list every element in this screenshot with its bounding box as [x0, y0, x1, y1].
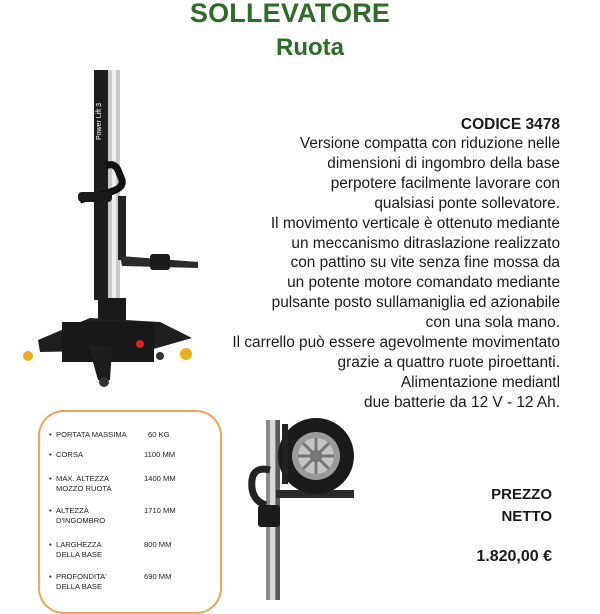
price-label: [491, 484, 552, 528]
bullet-icon: •: [49, 506, 52, 515]
spec-value: 800 MM: [144, 540, 172, 549]
description-line: Alimentazione mediantl: [400, 373, 560, 391]
price-value: 1.820,00 €: [476, 548, 552, 565]
machine-label: Power Lift 3: [96, 103, 103, 140]
description-line: un meccanismo ditraslazione realizzato: [291, 234, 560, 252]
description-line: un potente motore comandato mediante: [287, 274, 560, 292]
description-line: Versione compatta con riduzione nelle: [299, 135, 560, 152]
bullet-icon: •: [49, 474, 52, 483]
spec-label: CORSA: [56, 450, 84, 459]
spec-label: LARGHEZZA DELLA BASE: [56, 540, 103, 559]
spec-label: PROFONDITA' DELLA BASE: [56, 572, 107, 591]
description-line: con una sola mano.: [425, 314, 560, 332]
description-line: pulsante posto sullamaniglia ed azionabile: [271, 294, 560, 312]
price-label-line1: PREZZO: [491, 486, 552, 503]
description-line: grazie a quattro ruote piroettanti.: [337, 353, 560, 371]
description-line: perpotere facilmente lavorare con: [330, 174, 560, 192]
spec-value: 690 MM: [144, 572, 172, 581]
spec-label: ALTEZZA D'INGOMBRO: [56, 506, 106, 525]
product-title: SOLLEVATORE: [189, 0, 391, 28]
bullet-icon: •: [49, 540, 52, 549]
spec-value: 60 KG: [148, 430, 170, 439]
description-line: Il carrello può essere agevolmente movimentato: [232, 334, 560, 352]
description-line: Il movimento verticale è ottenuto mediante: [270, 214, 560, 232]
bullet-icon: •: [49, 430, 52, 439]
description-line: dimensioni di ingombro della base: [327, 154, 560, 172]
description-line: con pattino su vite senza fine mossa da: [290, 254, 560, 272]
spec-value: 1100 MM: [144, 450, 176, 459]
description-line: qualsiasi ponte sollevatore.: [374, 194, 560, 212]
description-line: due batterie da 12 V - 12 Ah.: [364, 393, 560, 411]
product-subtitle: Ruota: [276, 34, 344, 61]
bullet-icon: •: [49, 450, 52, 459]
spec-value: 1710 MM: [144, 506, 176, 515]
price-label-line2: NETTO: [501, 508, 552, 525]
bullet-icon: •: [49, 572, 52, 581]
spec-label: MAX. ALTEZZA MOZZO RUOTA: [56, 474, 112, 493]
spec-value: 1400 MM: [144, 474, 176, 483]
spec-label: PORTATA MASSIMA: [56, 430, 127, 439]
product-code: CODICE 3478: [460, 116, 560, 133]
